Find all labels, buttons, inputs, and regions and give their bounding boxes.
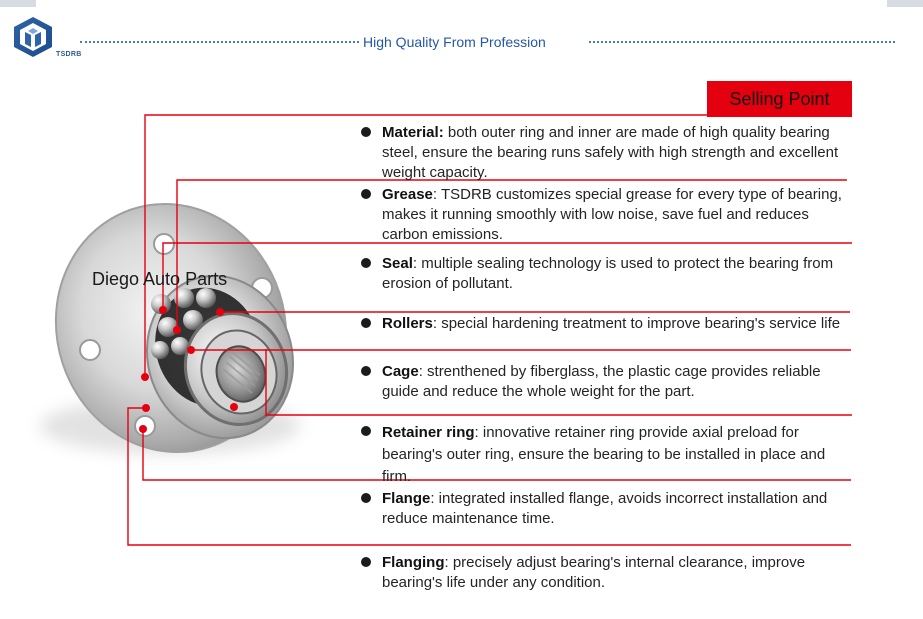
brand-name: TSDRB bbox=[56, 51, 82, 58]
bullet-icon bbox=[361, 258, 371, 268]
feature-title: Retainer ring bbox=[382, 424, 475, 441]
feature-text bbox=[382, 314, 848, 334]
feature-description: : integrated installed flange, avoids incorrect installation and reduce maintenance time. bbox=[382, 490, 828, 527]
feature-text bbox=[382, 185, 848, 245]
feature-text bbox=[382, 553, 848, 593]
selling-point-banner: Selling Point bbox=[707, 81, 852, 117]
bearing-ball bbox=[151, 341, 169, 359]
bearing-ball bbox=[196, 288, 216, 308]
callout-dot-flanging bbox=[142, 404, 150, 412]
feature-title: Cage bbox=[382, 363, 419, 380]
bolt-hole-top bbox=[154, 234, 174, 254]
callout-dot-flange bbox=[139, 425, 147, 433]
callout-dot-seal bbox=[159, 306, 167, 314]
feature-title: Flanging bbox=[382, 554, 445, 571]
bullet-icon bbox=[361, 189, 371, 199]
feature-description: : innovative retainer ring provide axial preload for bearing's outer ring, ensure the bearing to be installed in place and firm. bbox=[382, 424, 826, 485]
feature-description: : special hardening treatment to improve bearing's service life bbox=[432, 315, 841, 332]
feature-description: : precisely adjust bearing's internal clearance, improve bearing's life under any condition. bbox=[382, 554, 806, 591]
feature-text bbox=[382, 422, 848, 488]
feature-description: : multiple sealing technology is used to protect the bearing from erosion of pollutant. bbox=[382, 255, 834, 292]
callout-dot-cage bbox=[187, 346, 195, 354]
callout-dot-rollers bbox=[216, 308, 224, 316]
feature-text bbox=[382, 123, 848, 183]
feature-text bbox=[382, 254, 848, 294]
bullet-icon bbox=[361, 127, 371, 137]
feature-text bbox=[382, 489, 848, 529]
bullet-icon bbox=[361, 426, 371, 436]
bullet-icon bbox=[361, 557, 371, 567]
bullet-icon bbox=[361, 318, 371, 328]
feature-description: : TSDRB customizes special grease for every type of bearing, makes it running smoothly with low noise, save fuel and reduces carbon emissions. bbox=[382, 186, 842, 243]
callout-dot-grease bbox=[173, 326, 181, 334]
watermark-text: Diego Auto Parts bbox=[92, 269, 228, 289]
feature-description: both outer ring and inner are made of high quality bearing steel, ensure the bearing runs safely with high strength and excellent weight capacity. bbox=[382, 124, 839, 181]
header-tagline: High Quality From Profession bbox=[363, 34, 546, 50]
callout-dot-material bbox=[141, 373, 149, 381]
callout-dot-retainer-ring bbox=[230, 403, 238, 411]
feature-description: : strenthened by fiberglass, the plastic cage provides reliable guide and reduce the whole weight for the part. bbox=[382, 363, 821, 400]
bullet-icon bbox=[361, 493, 371, 503]
feature-title: Seal bbox=[382, 255, 413, 272]
feature-title: Flange bbox=[382, 490, 431, 507]
bolt-hole-left bbox=[80, 340, 100, 360]
feature-title: Grease bbox=[382, 186, 433, 203]
feature-title: Rollers bbox=[382, 315, 433, 332]
feature-title: Material: bbox=[382, 124, 444, 141]
bullet-icon bbox=[361, 366, 371, 376]
feature-text bbox=[382, 362, 848, 402]
